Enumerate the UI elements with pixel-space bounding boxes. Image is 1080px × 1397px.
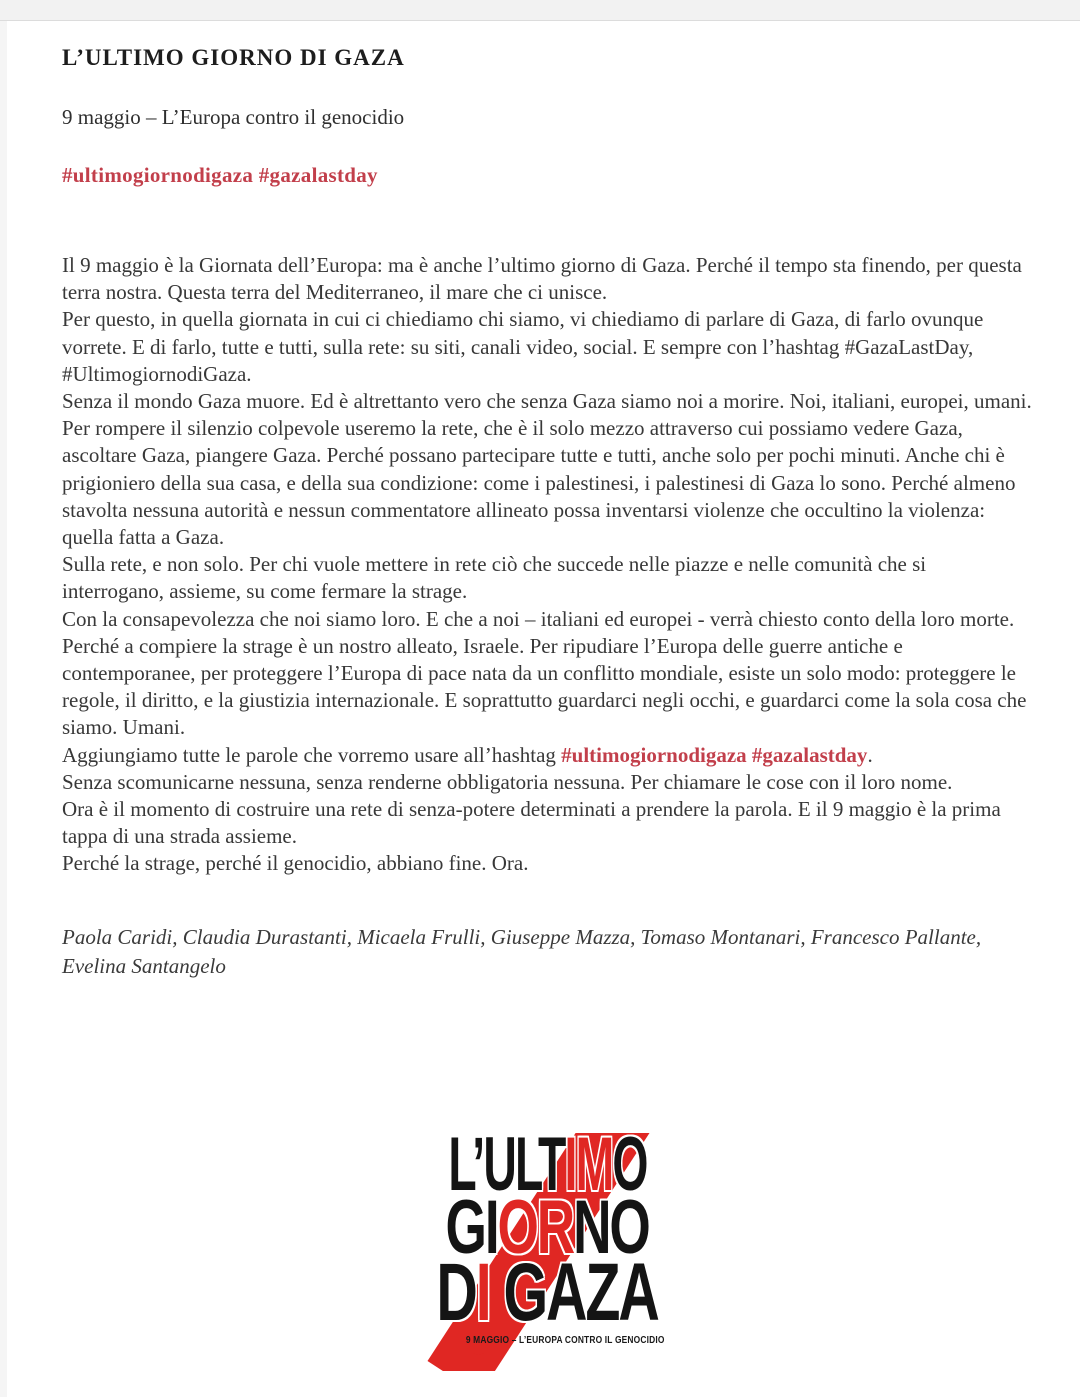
body-paragraph-with-hashtags bbox=[62, 742, 1032, 769]
logo-line3-black-end: GAZA bbox=[489, 1246, 658, 1338]
viewer-left-edge bbox=[0, 21, 7, 1397]
hashtag-paragraph-after: . bbox=[867, 742, 873, 767]
logo-line1-black-end: O bbox=[611, 1132, 647, 1207]
document-subtitle: 9 maggio – L’Europa contro il genocidio bbox=[62, 105, 405, 129]
body-paragraph: Il 9 maggio è la Giornata dell’Europa: ma è anche l’ultimo giorno di Gaza. Perché il tempo sta finendo, per questa terra nostra. Questa terra del Mediterraneo, il mare che ci unisce. bbox=[62, 253, 1022, 305]
logo-line1-red: IM bbox=[564, 1132, 612, 1207]
logo-line2-black-end: NO bbox=[572, 1184, 649, 1270]
logo-tagline: 9 MAGGIO – L’EUROPA CONTRO IL GENOCIDIO bbox=[466, 1334, 665, 1346]
logo-line3-red: I bbox=[475, 1246, 490, 1338]
body-paragraph: Per questo, in quella giornata in cui ci chiediamo chi siamo, vi chiediamo di parlare di Gaza, di farlo ovunque vorrete. E di farlo, tutte e tutti, sulla rete: su siti, canali video, social. E sempre con l’hashtag #GazaLastDay, #UltimogiornodiGaza. bbox=[62, 307, 984, 386]
gaza-campaign-logo bbox=[427, 1133, 667, 1371]
body-text bbox=[62, 252, 1032, 878]
body-paragraph: Senza il mondo Gaza muore. Ed è altrettanto vero che senza Gaza siamo noi a morire. Noi, italiani, europei, umani. bbox=[62, 389, 1032, 414]
document-title: L’ULTIMO GIORNO DI GAZA bbox=[62, 45, 405, 70]
logo-line2-black: GI bbox=[445, 1184, 498, 1270]
header-hashtags: #ultimogiornodigaza #gazalastday bbox=[62, 163, 378, 187]
logo-line1-black: L’ULT bbox=[447, 1132, 565, 1207]
signatories: Paola Caridi, Claudia Durastanti, Micaela Frulli, Giuseppe Mazza, Tomaso Montanari, Francesco Pallante, Evelina Santangelo bbox=[62, 924, 982, 978]
body-paragraph: Per rompere il silenzio colpevole useremo la rete, che è il solo mezzo attraverso cui possiamo vedere Gaza, ascoltare Gaza, piangere Gaza. Perché possano partecipare tutte e tutti, anche solo per pochi minuti. Anche chi è prigioniero della sua casa, e della sua condizione: come i palestinesi, i palestinesi di Gaza lo sono. Perché almeno stavolta nessuna autorità e nessun commentatore allineato possa inventarsi violenze che occultino la violenza: quella fatta a Gaza. bbox=[62, 416, 1016, 550]
body-paragraph: Ora è il momento di costruire una rete di senza-potere determinati a prendere la parola. E il 9 maggio è la prima tappa di una strada assieme. bbox=[62, 797, 1001, 849]
logo-line3-black: D bbox=[436, 1246, 476, 1338]
logo-line2-red: OR bbox=[497, 1184, 573, 1270]
body-paragraph: Senza scomunicarne nessuna, senza renderne obbligatoria nessuna. Per chiamare le cose con il loro nome. bbox=[62, 769, 953, 794]
body-paragraph: Con la consapevolezza che noi siamo loro. E che a noi – italiani ed europei - verrà chiesto conto della loro morte. Perché a compiere la strage è un nostro alleato, Israele. Per ripudiare l’Europa delle guerre antiche e contemporanee, per proteggere l’Europa di pace nata da un conflitto mondiale, esiste un solo modo: proteggere le regole, il diritto, e la giustizia internazionale. E soprattutto guardarci negli occhi, e guardarci come la sola cosa che siamo. Umani. bbox=[62, 606, 1027, 740]
viewer-top-edge bbox=[0, 0, 1080, 21]
body-paragraph: Perché la strage, perché il genocidio, abbiano fine. Ora. bbox=[62, 851, 529, 876]
hashtag-paragraph-before: Aggiungiamo tutte le parole che vorremo usare all’hashtag bbox=[62, 742, 562, 767]
body-paragraph: Sulla rete, e non solo. Per chi vuole mettere in rete ciò che succede nelle piazze e nelle comunità che si interrogano, assieme, su come fermare la strage. bbox=[62, 552, 927, 604]
document-page bbox=[7, 21, 1080, 1397]
inline-hashtags: #ultimogiornodigaza #gazalastday bbox=[561, 742, 868, 767]
logo-line-3 bbox=[427, 1246, 667, 1338]
